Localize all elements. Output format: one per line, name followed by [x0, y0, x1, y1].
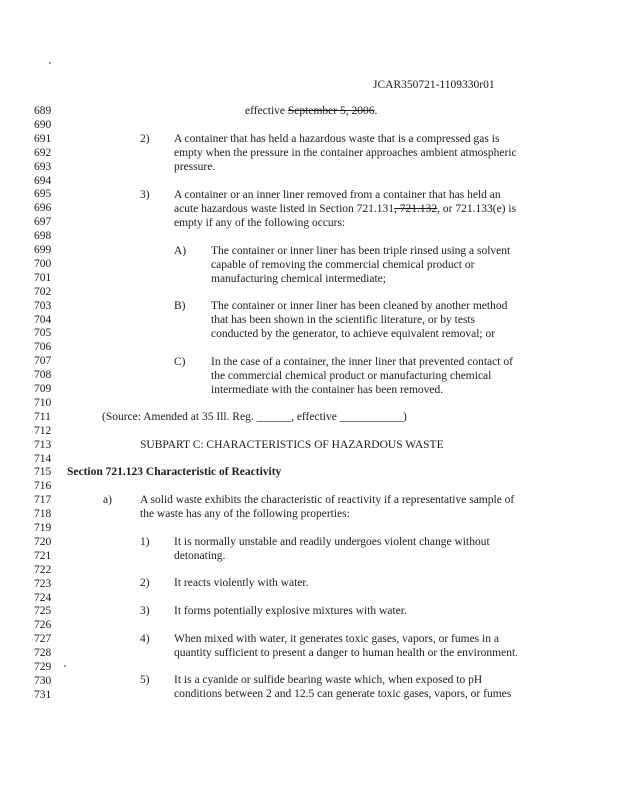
- line-number: 728: [34, 647, 52, 660]
- sub-c-line: intermediate with the container has been removed.: [211, 384, 444, 396]
- effective-line: effective September 5, 2006.: [245, 105, 378, 117]
- sub-b-line: The container or inner liner has been cleaned by another method: [211, 300, 508, 312]
- line-number: 729: [34, 661, 52, 673]
- sub-b-line: conducted by the generator, to achieve equivalent removal; or: [211, 328, 496, 340]
- property-5-line: It is a cyanide or sulfide bearing waste which, when exposed to pH: [174, 674, 483, 686]
- item-2-label: 2): [140, 133, 150, 145]
- line-number: 725: [34, 605, 52, 618]
- line-number: 727: [34, 633, 52, 646]
- scan-speck: [64, 665, 66, 667]
- para-a-line: the waste has any of the following properties:: [140, 508, 350, 520]
- item-2-line: A container that has held a hazardous waste that is a compressed gas is: [174, 133, 500, 145]
- line-number: 698: [34, 230, 52, 243]
- line-number: 707: [34, 355, 52, 368]
- line-number: 702: [34, 285, 52, 298]
- property-2-text: It reacts violently with water.: [174, 577, 309, 589]
- sub-c-label: C): [174, 356, 186, 368]
- subpart-heading: SUBPART C: CHARACTERISTICS OF HAZARDOUS WASTE: [140, 439, 444, 451]
- property-4-line: When mixed with water, it generates toxic gases, vapors, or fumes in a: [174, 633, 499, 645]
- line-number: 692: [34, 146, 52, 159]
- sub-a-line: capable of removing the commercial chemical product or: [211, 259, 475, 271]
- struck-effective-date: September 5, 2006: [287, 105, 375, 117]
- line-number: 694: [34, 174, 52, 187]
- line-number: 712: [34, 424, 52, 437]
- source-note: (Source: Amended at 35 Ill. Reg. ______, effective ___________): [102, 411, 407, 423]
- line-number: 713: [34, 438, 52, 451]
- line-number: 731: [34, 688, 52, 701]
- property-1-label: 1): [140, 536, 150, 548]
- line-number: 695: [34, 188, 52, 201]
- property-3-label: 3): [140, 605, 150, 617]
- line-number: 715: [34, 466, 52, 479]
- line-number: 730: [34, 674, 52, 687]
- line-number: 699: [34, 244, 52, 256]
- sub-c-line: the commercial chemical product or manufacturing chemical: [211, 370, 492, 382]
- line-number: 719: [34, 522, 52, 534]
- line-number: 710: [34, 396, 52, 409]
- line-number: 709: [34, 383, 52, 395]
- item-2-line: pressure.: [174, 161, 216, 173]
- line-number: 700: [34, 257, 52, 270]
- line-number: 696: [34, 202, 52, 215]
- property-1-line: It is normally unstable and readily undergoes violent change without: [174, 536, 490, 548]
- line-number: 697: [34, 216, 52, 229]
- line-number: 724: [34, 591, 52, 604]
- line-number: 703: [34, 299, 52, 312]
- property-5-line: conditions between 2 and 12.5 can generate toxic gases, vapors, or fumes: [174, 688, 512, 700]
- line-number: 701: [34, 271, 52, 284]
- para-a-line: A solid waste exhibits the characteristic of reactivity if a representative sample of: [140, 494, 515, 506]
- property-3-text: It forms potentially explosive mixtures with water.: [174, 605, 407, 617]
- section-heading: Section 721.123 Characteristic of Reactivity: [67, 466, 282, 478]
- line-number: 717: [34, 494, 52, 507]
- property-5-label: 5): [140, 674, 150, 686]
- sub-b-label: B): [174, 300, 186, 312]
- line-number: 723: [34, 577, 52, 590]
- sub-c-line: In the case of a container, the inner liner that prevented contact of: [211, 356, 513, 368]
- line-number: 721: [34, 549, 52, 562]
- struck-section-ref: , 721.132: [394, 203, 438, 215]
- line-number: 720: [34, 535, 52, 548]
- document-code: JCAR350721-1109330r01: [373, 79, 495, 91]
- item-2-line: empty when the pressure in the container approaches ambient atmospheric: [174, 147, 517, 159]
- sub-a-label: A): [174, 245, 187, 257]
- item-3-label: 3): [140, 189, 150, 201]
- property-2-label: 2): [140, 577, 150, 589]
- property-1-line: detonating.: [174, 550, 226, 562]
- line-number: 722: [34, 563, 52, 576]
- item-3-line: acute hazardous waste listed in Section 721.131, 721.132, or 721.133(e) is: [174, 203, 517, 215]
- item-3-line: empty if any of the following occurs:: [174, 217, 346, 229]
- line-number: 718: [34, 508, 52, 521]
- line-number: 693: [34, 160, 52, 173]
- line-number: 708: [34, 369, 52, 382]
- line-number: 716: [34, 480, 52, 493]
- para-a-label: a): [103, 494, 112, 506]
- line-number: 711: [34, 410, 51, 423]
- sub-b-line: that has been shown in the scientific literature, or by tests: [211, 314, 476, 326]
- line-number: 714: [34, 452, 52, 465]
- line-number: 706: [34, 341, 52, 354]
- line-number: 705: [34, 327, 52, 340]
- line-number: 691: [34, 132, 52, 145]
- sub-a-line: The container or inner liner has been triple rinsed using a solvent: [211, 245, 511, 257]
- line-number: 690: [34, 118, 52, 131]
- property-4-label: 4): [140, 633, 150, 645]
- property-4-line: quantity sufficient to present a danger to human health or the environment.: [174, 647, 519, 659]
- sub-a-line: manufacturing chemical intermediate;: [211, 273, 386, 285]
- line-number: 689: [34, 105, 52, 117]
- item-3-line: A container or an inner liner removed from a container that has held an: [174, 189, 501, 201]
- scan-speck: [49, 62, 51, 64]
- line-number: 726: [34, 619, 52, 632]
- line-number: 704: [34, 313, 52, 326]
